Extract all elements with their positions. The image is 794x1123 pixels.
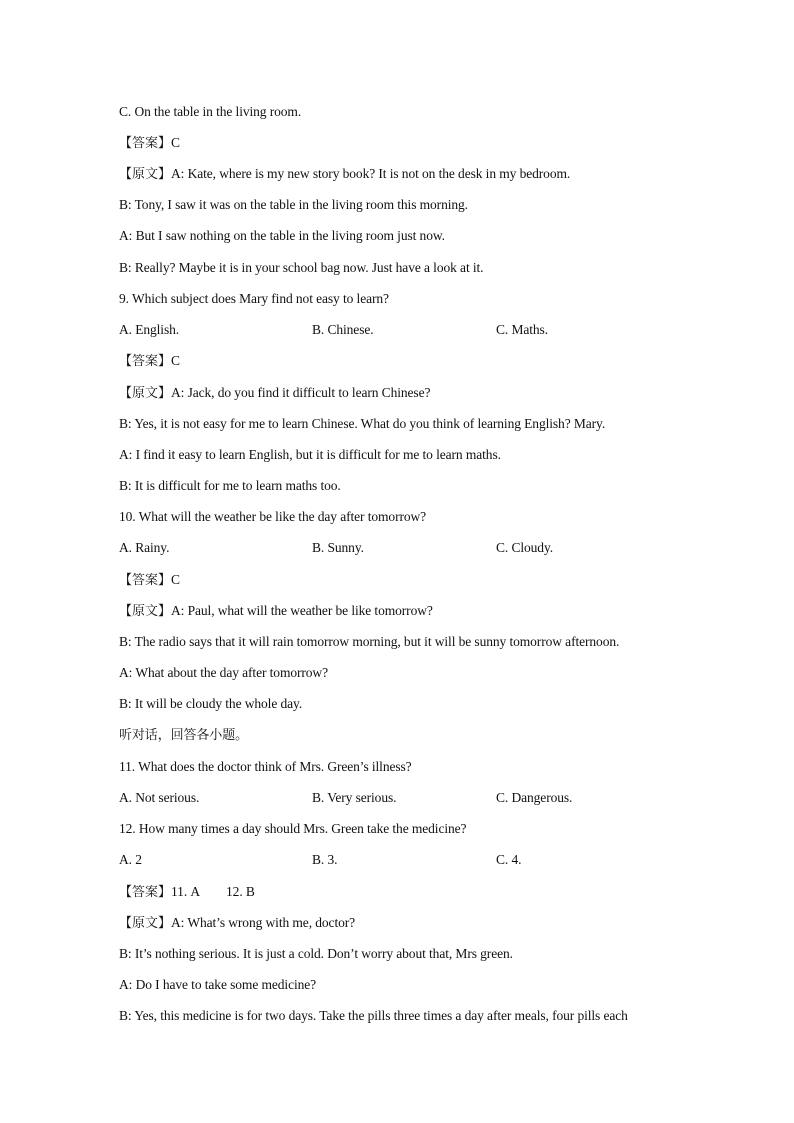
options-row bbox=[119, 322, 679, 338]
option-b: B. Sunny. bbox=[312, 540, 364, 555]
answer-tag: 【答案】 bbox=[119, 885, 172, 900]
transcript-line bbox=[119, 385, 430, 402]
option-a: A. 2 bbox=[119, 852, 142, 867]
option-c: C. Maths. bbox=[496, 322, 548, 337]
answer-line bbox=[119, 572, 180, 589]
transcript-line bbox=[119, 603, 433, 620]
transcript-line: B: It will be cloudy the whole day. bbox=[119, 696, 303, 711]
answer-value: 12. B bbox=[226, 884, 255, 899]
answer-value: C bbox=[171, 353, 180, 368]
transcript-line bbox=[119, 166, 570, 183]
transcript-line bbox=[119, 915, 355, 932]
option-c: C. Dangerous. bbox=[496, 790, 573, 805]
option-c: C. 4. bbox=[496, 852, 522, 867]
option-c: C. Cloudy. bbox=[496, 540, 554, 555]
answer-value: C bbox=[171, 135, 180, 150]
transcript-line: B: It is difficult for me to learn maths too. bbox=[119, 478, 341, 493]
transcript-tag: 【原文】 bbox=[119, 916, 172, 931]
question-11: 11. What does the doctor think of Mrs. Green’s illness? bbox=[119, 759, 412, 774]
option-b: B. 3. bbox=[312, 852, 338, 867]
answer-value: C bbox=[171, 572, 180, 587]
transcript-line: B: It’s nothing serious. It is just a cold. Don’t worry about that, Mrs green. bbox=[119, 946, 513, 961]
question-12: 12. How many times a day should Mrs. Green take the medicine? bbox=[119, 821, 467, 836]
answer-tag: 【答案】 bbox=[119, 136, 172, 151]
transcript-line: B: Tony, I saw it was on the table in the living room this morning. bbox=[119, 197, 468, 212]
transcript-tag: 【原文】 bbox=[119, 167, 172, 182]
section-instruction: 听对话，回答各小题。 bbox=[119, 728, 249, 743]
options-row bbox=[119, 790, 679, 806]
transcript-text: A: Jack, do you find it difficult to learn Chinese? bbox=[171, 385, 431, 400]
transcript-line: B: Really? Maybe it is in your school bag now. Just have a look at it. bbox=[119, 260, 484, 275]
transcript-line: B: Yes, this medicine is for two days. Take the pills three times a day after meals, four pills each bbox=[119, 1008, 628, 1023]
transcript-tag: 【原文】 bbox=[119, 386, 172, 401]
transcript-text: A: What’s wrong with me, doctor? bbox=[171, 915, 356, 930]
transcript-line: B: The radio says that it will rain tomorrow morning, but it will be sunny tomorrow afternoon. bbox=[119, 634, 620, 649]
question-10: 10. What will the weather be like the day after tomorrow? bbox=[119, 509, 427, 524]
answer-line bbox=[119, 884, 255, 901]
transcript-line: A: What about the day after tomorrow? bbox=[119, 665, 328, 680]
transcript-line: A: I find it easy to learn English, but it is difficult for me to learn maths. bbox=[119, 447, 501, 462]
transcript-line: A: Do I have to take some medicine? bbox=[119, 977, 317, 992]
option-a: A. English. bbox=[119, 322, 180, 337]
answer-line bbox=[119, 353, 180, 370]
answer-tag: 【答案】 bbox=[119, 354, 172, 369]
transcript-text: A: Paul, what will the weather be like tomorrow? bbox=[171, 603, 433, 618]
option-line: C. On the table in the living room. bbox=[119, 104, 302, 119]
answer-tag: 【答案】 bbox=[119, 573, 172, 588]
options-row bbox=[119, 852, 679, 868]
transcript-tag: 【原文】 bbox=[119, 604, 172, 619]
transcript-line: B: Yes, it is not easy for me to learn Chinese. What do you think of learning English? Mary. bbox=[119, 416, 606, 431]
options-row bbox=[119, 540, 679, 556]
option-b: B. Chinese. bbox=[312, 322, 374, 337]
transcript-line: A: But I saw nothing on the table in the living room just now. bbox=[119, 228, 445, 243]
answer-line bbox=[119, 135, 180, 152]
transcript-text: A: Kate, where is my new story book? It is not on the desk in my bedroom. bbox=[171, 166, 571, 181]
option-a: A. Rainy. bbox=[119, 540, 170, 555]
question-9: 9. Which subject does Mary find not easy to learn? bbox=[119, 291, 389, 306]
option-b: B. Very serious. bbox=[312, 790, 397, 805]
answer-value: 11. A bbox=[171, 884, 201, 899]
option-a: A. Not serious. bbox=[119, 790, 200, 805]
